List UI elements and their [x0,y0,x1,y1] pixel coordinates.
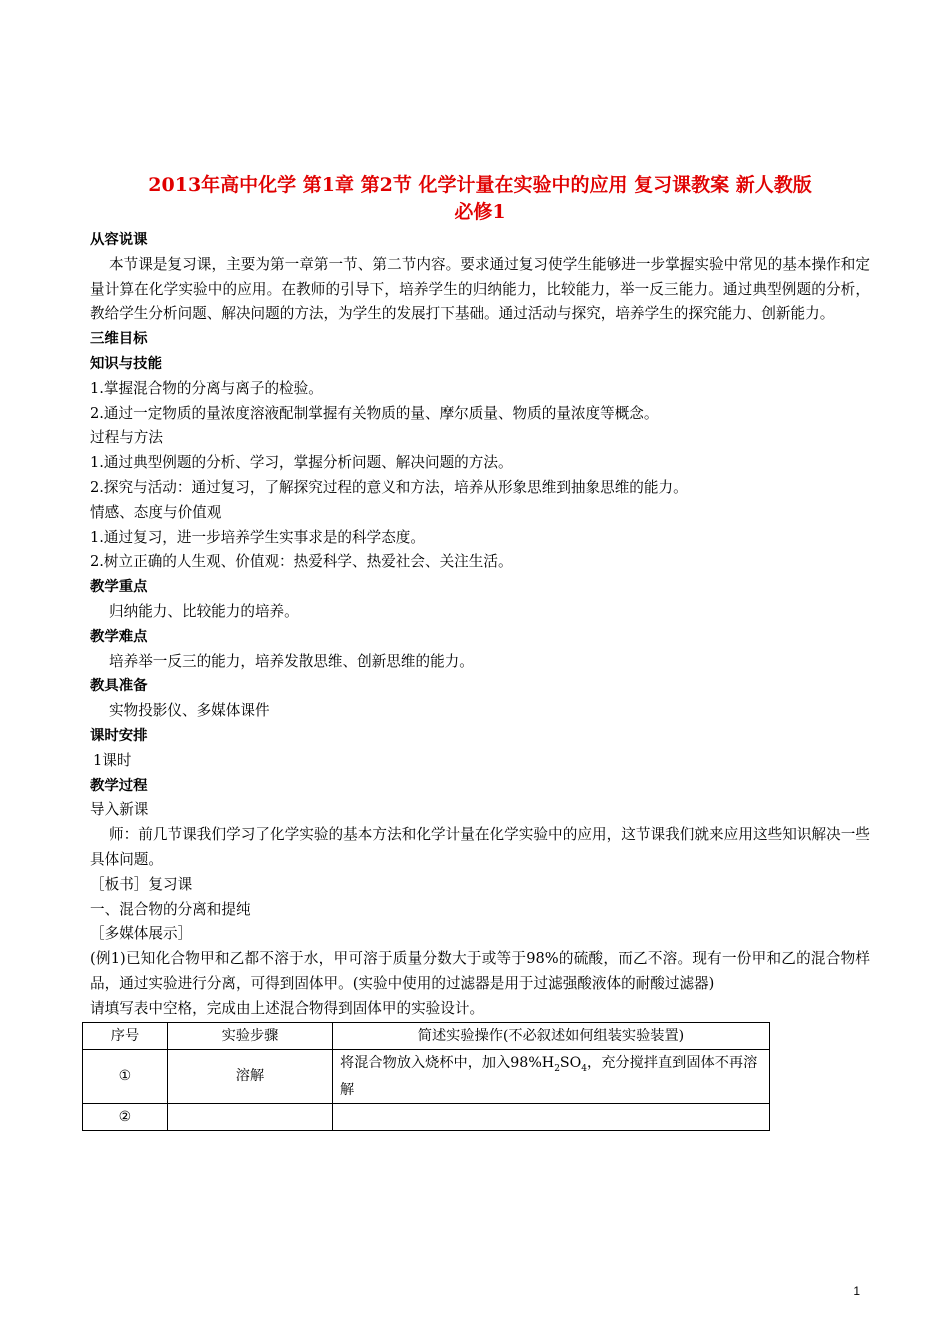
difficulty-heading: 教学难点 [90,628,148,645]
row-1-step: 溶解 [168,1049,333,1104]
board-note: ［板书］复习课 [90,875,193,893]
row-2-operation [333,1104,770,1131]
row-2-no: ② [83,1104,168,1131]
teacher-text: 师：前几节课我们学习了化学实验的基本方法和化学计量在化学实验中的应用，这节课我们就来应用这些知识解决一些具体问题。 [90,826,870,868]
table-row [83,1049,770,1104]
title-line-2: 必修1 [454,201,506,223]
media-note: ［多媒体展示］ [90,925,193,943]
document-page [90,172,870,1131]
key-point-body: 归纳能力、比较能力的培养。 [109,602,299,620]
op-post: ，充分搅拌直到固体不再溶解 [340,1054,758,1099]
schedule-heading: 课时安排 [90,727,148,744]
key-point-heading: 教学重点 [90,579,148,596]
tools-body: 实物投影仪、多媒体课件 [109,702,270,720]
op-pre: 将混合物放入烧杯中，加入 [340,1054,511,1071]
example-1: (例1)已知化合物甲和乙都不溶于水，甲可溶于质量分数大于或等于98%的硫酸，而乙不溶。现有一份甲和乙的混合物样品，通过实验进行分离，可得到固体甲。(实验中使用的过滤器是用于过滤强酸液体的耐酸过滤器) [90,950,870,992]
row-2-step [168,1104,333,1131]
section-1-title: 一、混合物的分离和提纯 [90,900,251,918]
intro-body: 本节课是复习课，主要为第一章第一节、第二节内容。要求通过复习使学生能够进一步掌握实验中常见的基本操作和定量计算在化学实验中的应用。在教师的引导下，培养学生的归纳能力，比较能力，举一反三能力。通过典型例题的分析，教给学生分析问题、解决问题的方法，为学生的发展打下基础。通过活动与探究，培养学生的探究能力、创新能力。 [90,255,870,323]
schedule-body: 1课时 [93,751,132,769]
process-item-1: 1.通过典型例题的分析、学习，掌握分析问题、解决问题的方法。 [90,454,513,472]
op-formula: 98%H [510,1054,555,1071]
process-heading: 教学过程 [90,777,148,794]
document-title [90,172,870,226]
table-header-row [83,1022,770,1049]
emotion-item-1: 1.通过复习，进一步培养学生实事求是的科学态度。 [90,528,425,546]
title-line-1: 2013年高中化学 第1章 第2节 化学计量在实验中的应用 复习课教案 新人教版 [148,174,812,196]
op-sub-2: 4 [581,1063,588,1074]
knowledge-heading: 知识与技能 [90,355,162,372]
page-number: 1 [853,1284,860,1298]
goals-heading: 三维目标 [90,331,148,348]
process-item-2: 2.探究与活动：通过复习，了解探究过程的意义和方法，培养从形象思维到抽象思维的能力。 [90,478,688,496]
intro-heading: 从容说课 [90,232,148,248]
emotion-item-2: 2.树立正确的人生观、价值观：热爱科学、热爱社会、关注生活。 [90,553,513,571]
row-1-no: ① [83,1049,168,1104]
knowledge-item-2: 2.通过一定物质的量浓度溶液配制掌握有关物质的量、摩尔质量、物质的量浓度等概念。 [90,404,659,422]
emotion-heading: 情感、态度与价值观 [90,503,222,521]
difficulty-body: 培养举一反三的能力，培养发散思维、创新思维的能力。 [109,652,474,670]
process-method-heading: 过程与方法 [90,429,163,447]
header-operation: 简述实验操作(不必叙述如何组装实验装置) [333,1022,770,1049]
row-1-operation [333,1049,770,1104]
table-row [83,1104,770,1131]
table-instruction: 请填写表中空格，完成由上述混合物得到固体甲的实验设计。 [90,999,485,1017]
header-step: 实验步骤 [168,1022,333,1049]
header-no: 序号 [83,1022,168,1049]
intro-label: 导入新课 [90,801,149,819]
experiment-table [82,1022,770,1132]
op-sub-1: 2 [554,1063,560,1074]
op-mid: SO [559,1054,582,1071]
knowledge-item-1: 1.掌握混合物的分离与离子的检验。 [90,379,323,397]
tools-heading: 教具准备 [90,678,148,695]
